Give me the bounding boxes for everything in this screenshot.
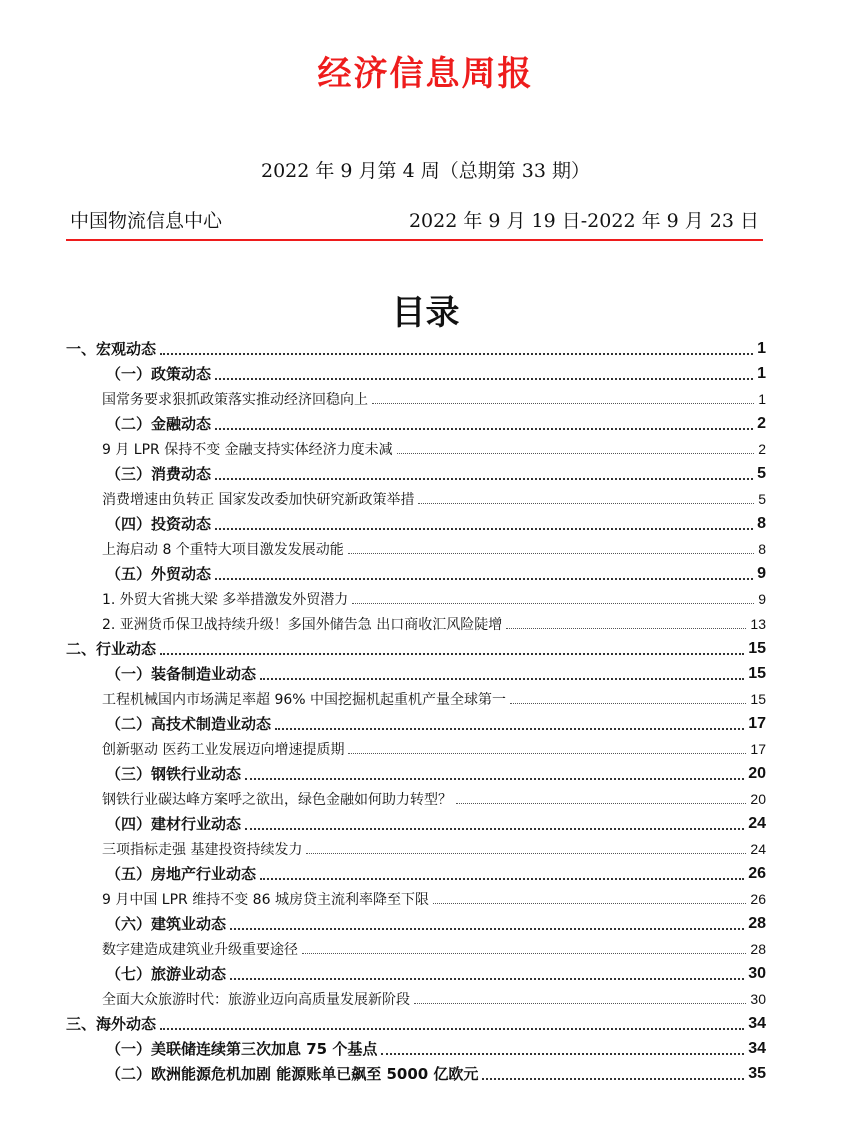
toc-entry-page: 1: [757, 364, 766, 382]
toc-entry-label: 全面大众旅游时代：旅游业迈向高质量发展新阶段: [102, 991, 410, 1008]
toc-entry[interactable]: [66, 736, 766, 761]
toc-entry[interactable]: [66, 886, 766, 911]
toc-leader-dots: [372, 389, 754, 404]
toc-entry[interactable]: [66, 636, 766, 661]
toc-entry[interactable]: [66, 561, 766, 586]
toc-leader-dots: [414, 989, 746, 1004]
toc-entry[interactable]: [66, 511, 766, 536]
toc-entry[interactable]: [66, 761, 766, 786]
toc-entry-label: 1. 外贸大省挑大梁 多举措激发外贸潜力: [102, 591, 349, 608]
toc-leader-dots: [397, 439, 755, 454]
issue-number: 2022 年 9 月第 4 周（总期第 33 期）: [261, 160, 590, 182]
toc-leader-dots: [160, 639, 744, 655]
toc-leader-dots: [260, 864, 744, 880]
toc-entry[interactable]: [66, 1061, 766, 1086]
toc-leader-dots: [306, 839, 746, 854]
toc-leader-dots: [215, 464, 753, 480]
toc-entry-label: （四）建材行业动态: [106, 815, 242, 833]
toc-leader-dots: [260, 664, 744, 680]
toc-entry[interactable]: [66, 961, 766, 986]
toc-entry-label: 一、宏观动态: [66, 340, 157, 358]
toc-entry-page: 17: [748, 714, 766, 732]
toc-entry-label: 钢铁行业碳达峰方案呼之欲出，绿色金融如何助力转型？: [102, 791, 452, 808]
toc-leader-dots: [418, 489, 754, 504]
toc-entry-label: 创新驱动 医药工业发展迈向增速提质期: [102, 741, 345, 758]
toc-entry-page: 24: [750, 840, 766, 857]
toc-entry-page: 30: [750, 990, 766, 1007]
toc-entry-page: 34: [748, 1014, 766, 1032]
toc-entry[interactable]: [66, 336, 766, 361]
toc-entry-page: 2: [758, 440, 766, 457]
toc-entry-page: 30: [748, 964, 766, 982]
toc-leader-dots: [510, 689, 746, 704]
toc-entry-page: 35: [748, 1064, 766, 1082]
toc-entry-label: 消费增速由负转正 国家发改委加快研究新政策举措: [102, 491, 415, 508]
toc-entry-label: 工程机械国内市场满足率超 96% 中国挖掘机起重机产量全球第一: [102, 691, 507, 708]
toc-entry-page: 20: [750, 790, 766, 807]
toc-entry-label: 三、海外动态: [66, 1015, 157, 1033]
toc-entry[interactable]: [66, 661, 766, 686]
toc-leader-dots: [381, 1039, 744, 1055]
toc-entry[interactable]: [66, 536, 766, 561]
toc-entry-page: 13: [750, 615, 766, 632]
toc-entry-label: （一）美联储连续第三次加息 75 个基点: [106, 1040, 378, 1058]
toc-leader-dots: [245, 814, 744, 830]
toc-entry[interactable]: [66, 1036, 766, 1061]
toc-entry-page: 8: [758, 540, 766, 557]
toc-entry[interactable]: [66, 361, 766, 386]
toc-leader-dots: [275, 714, 744, 730]
toc-leader-dots: [215, 514, 753, 530]
toc-entry-page: 8: [757, 514, 766, 532]
toc-leader-dots: [302, 939, 746, 954]
toc-leader-dots: [230, 964, 744, 980]
toc-entry[interactable]: [66, 711, 766, 736]
toc-entry-page: 2: [757, 414, 766, 432]
toc-entry-label: 9 月中国 LPR 维持不变 86 城房贷主流利率降至下限: [102, 891, 429, 908]
toc-entry-label: （三）消费动态: [106, 465, 212, 483]
toc-entry[interactable]: [66, 936, 766, 961]
toc-entry[interactable]: [66, 861, 766, 886]
toc-leader-dots: [348, 739, 746, 754]
toc-entry-page: 28: [748, 914, 766, 932]
toc-entry-page: 15: [750, 690, 766, 707]
toc-entry-label: 2. 亚洲货币保卫战持续升级！多国外储告急 出口商收汇风险陡增: [102, 616, 503, 633]
toc-entry-page: 28: [750, 940, 766, 957]
toc-leader-dots: [160, 339, 753, 355]
toc-entry[interactable]: [66, 911, 766, 936]
toc-leader-dots: [215, 564, 753, 580]
toc-entry-label: （一）政策动态: [106, 365, 212, 383]
toc-entry[interactable]: [66, 1011, 766, 1036]
toc-entry-page: 15: [748, 664, 766, 682]
toc-entry-label: （七）旅游业动态: [106, 965, 227, 983]
toc-leader-dots: [230, 914, 744, 930]
toc-entry-label: 三项指标走强 基建投资持续发力: [102, 841, 303, 858]
toc-entry[interactable]: [66, 586, 766, 611]
toc-entry[interactable]: [66, 486, 766, 511]
toc-entry[interactable]: [66, 811, 766, 836]
toc-entry-label: 国常务要求狠抓政策落实推动经济回稳向上: [102, 391, 368, 408]
toc-leader-dots: [456, 789, 746, 804]
toc-entry-page: 1: [758, 390, 766, 407]
toc-entry-label: （五）房地产行业动态: [106, 865, 257, 883]
toc-entry[interactable]: [66, 436, 766, 461]
toc-entry[interactable]: [66, 836, 766, 861]
toc-entry-label: （二）高技术制造业动态: [106, 715, 272, 733]
toc-entry-page: 9: [758, 590, 766, 607]
toc-entry[interactable]: [66, 386, 766, 411]
toc-leader-dots: [433, 889, 746, 904]
toc-entry[interactable]: [66, 461, 766, 486]
toc-leader-dots: [215, 364, 753, 380]
toc-entry-page: 17: [750, 740, 766, 757]
toc-entry[interactable]: [66, 611, 766, 636]
toc-entry-label: 9 月 LPR 保持不变 金融支持实体经济力度未减: [102, 441, 393, 458]
toc-entry-page: 24: [748, 814, 766, 832]
toc-entry-page: 5: [757, 464, 766, 482]
toc-entry-page: 26: [750, 890, 766, 907]
header-divider: [66, 239, 763, 241]
toc-entry-label: （一）装备制造业动态: [106, 665, 257, 683]
toc-entry-page: 9: [757, 564, 766, 582]
toc-entry-label: 上海启动 8 个重特大项目激发发展动能: [102, 541, 344, 558]
toc-entry-page: 15: [748, 639, 766, 657]
toc-leader-dots: [245, 764, 744, 780]
toc-leader-dots: [215, 414, 753, 430]
toc-heading: 目录: [391, 293, 460, 333]
toc-entry[interactable]: [66, 986, 766, 1011]
toc-entry-page: 20: [748, 764, 766, 782]
toc-leader-dots: [482, 1064, 744, 1080]
toc-entry-label: 二、行业动态: [66, 640, 157, 658]
toc-entry[interactable]: [66, 411, 766, 436]
toc-entry-page: 34: [748, 1039, 766, 1057]
toc-leader-dots: [348, 539, 754, 554]
toc-entry-page: 1: [757, 339, 766, 357]
toc-entry-label: （三）钢铁行业动态: [106, 765, 242, 783]
toc-entry-label: （二）金融动态: [106, 415, 212, 433]
toc-entry-page: 5: [758, 490, 766, 507]
report-title: 经济信息周报: [317, 54, 534, 94]
publisher-name: 中国物流信息中心: [70, 210, 223, 232]
date-range: 2022 年 9 月 19 日-2022 年 9 月 23 日: [408, 210, 759, 232]
toc-entry-label: （四）投资动态: [106, 515, 212, 533]
table-of-contents: [66, 336, 766, 1086]
toc-leader-dots: [160, 1014, 744, 1030]
toc-entry[interactable]: [66, 786, 766, 811]
toc-entry-label: 数字建造成建筑业升级重要途径: [102, 941, 298, 958]
toc-leader-dots: [506, 614, 746, 629]
toc-entry-page: 26: [748, 864, 766, 882]
toc-leader-dots: [352, 589, 754, 604]
toc-entry-label: （五）外贸动态: [106, 565, 212, 583]
toc-entry-label: （二）欧洲能源危机加剧 能源账单已飙至 5000 亿欧元: [106, 1065, 479, 1083]
toc-entry[interactable]: [66, 686, 766, 711]
toc-entry-label: （六）建筑业动态: [106, 915, 227, 933]
